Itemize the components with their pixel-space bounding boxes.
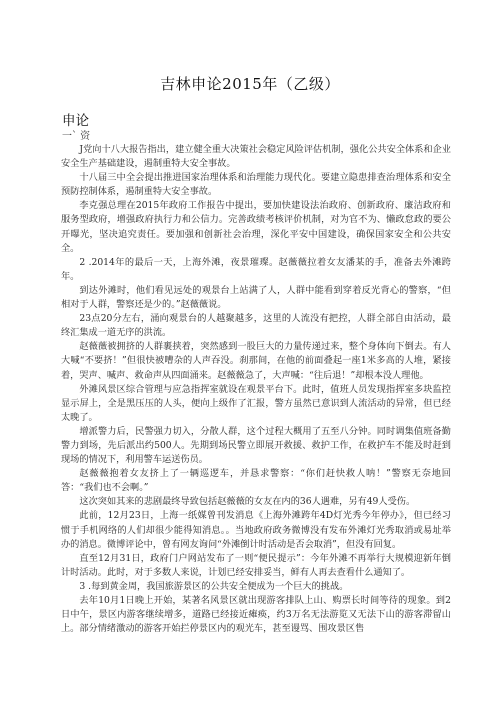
- paragraph: 2 .2014年的最后一天，上海外滩，夜景璀璨。赵薇薇拉着女友潘某的手，准备去外滩跨年。: [61, 256, 451, 282]
- document-title: 吉林申论2015年（乙级）: [160, 75, 340, 93]
- paragraph: 直至12月31日，政府门户网站发布了一则“便民提示”：今年外滩不再举行大规模迎新年倒计时活动。此时，对于多数人来说，计划已经安排妥当，鲜有人再去查看什么通知了。: [61, 552, 451, 578]
- paragraph: 此前，12月23日，上海一纸媒曾刊发消息《上海外滩跨年4D灯光秀今年停办》，但已经习惯于手机网络的人们却很少能得知消息。。当地政府政务微博没有发布外滩灯光秀取消或易址举办的消息。微博评论中，曾有网友询问“外滩倒计时活动是否会取消”，但没有回复。: [61, 510, 451, 550]
- paragraph: 这次突如其来的悲剧最终导致包括赵薇薇的女友在内的36人遇难，另有49人受伤。: [79, 496, 416, 508]
- paragraph: 赵薇薇抱着女友挤上了一辆巡逻车，并恳求警察：“你们赶快救人呐！”警察无奈地回答：“我们也不会啊。”: [61, 468, 451, 494]
- paragraph: 去年10月1日晚上开始，某著名风景区就出现游客排队上山、购票长时间等待的现象。到2日中午，景区内游客继续增多，道路已经接近瘫痪，约3万名无法游览又无法下山的游客滞留山上。部分情绪激动的游客开始拦停景区内的观光车，甚至谩骂、围攻景区售: [61, 595, 451, 635]
- paragraph: J党向十八大报告指出，建立健全重大决策社会稳定风险评估机制，强化公共安全体系和企业安全生产基础建设，遏制重特大安全事故。: [61, 144, 451, 170]
- paragraph: 增派警力后，民警强力切入，分散人群，这个过程大概用了五至八分钟。同时调集值班备勤警力到场，先后派出约500人。先期到场民警立即展开救援、救护工作，在救护车不能及时赶到现场的情况下，利用警车运送伤员。: [61, 425, 451, 466]
- body-text: [61, 143, 451, 636]
- paragraph: 李克强总理在2015年政府工作报告中提出，要加快建设法治政府、创新政府、廉洁政府和服务型政府，增强政府执行力和公信力。完善政绩考核评价机制，对为官不为、懒政怠政的要公开曝光，坚决追究责任。要加强和创新社会治理，深化平安中国建设，确保国家安全和公共安全。: [61, 200, 451, 254]
- material-label: 一` 资: [62, 131, 91, 142]
- paragraph: 到达外滩时，他们看见远处的观景台上站满了人，人群中能看到穿着反光背心的警察，“但相对于人群，警察还是少的。”赵薇薇说。: [61, 284, 451, 311]
- paragraph: 23点20分左右，涌向观景台的人越聚越多，这里的人流没有把控，人群全部自由活动，最终汇集成一道无序的洪流。: [61, 313, 451, 339]
- paragraph: 赵薇薇被拥挤的人群裹挟着，突然感到一股巨大的力量传递过来，整个身体向下倒去。有人大喊“不要挤！”但很快被嘈杂的人声吞没。刹那间，在他的前面叠起一座1米多高的人堆，紧接着，哭声、喊声、救命声从四面涌来。赵薇薇急了，大声喊：“往后退！”却根本没人理他。: [61, 341, 451, 381]
- section-heading: 申论: [62, 113, 89, 129]
- paragraph: 3 .每到黄金周，我国旅游景区的公共安全便成为一个巨大的挑战。: [79, 580, 349, 592]
- paragraph: 外滩风景区综合管理与应急指挥室就设在观景平台下。此时，值班人员发现指挥室多块监控显示屏上，全是黑压压的人头，便向上级作了汇报，警方虽然已意识到人流活动的异常，但已经太晚了。: [61, 383, 451, 423]
- paragraph: 十八届三中全会提出推进国家治理体系和治理能力现代化。要建立隐患排查治理体系和安全预防控制体系，遏制重特大安全事故。: [61, 172, 451, 198]
